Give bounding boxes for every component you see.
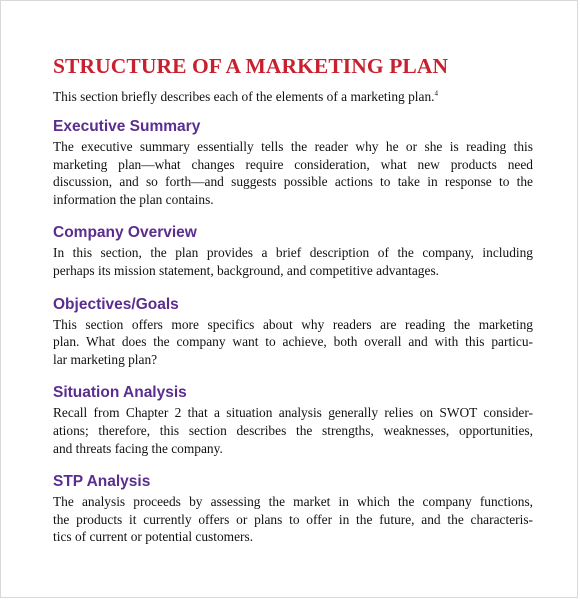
section-body [53,404,533,457]
body-line: discussion, and so forth—and suggests possible actions to take in response to the [53,174,533,190]
body-line: the products it currently offers or plans to offer in the future, and the characteris- [53,511,533,527]
body-line: plan. What does the company want to achieve, both overall and with this particu- [53,334,533,350]
section-stp-analysis [53,472,533,546]
body-line: lar marketing plan? [53,351,158,367]
document-content [53,53,533,546]
section-heading: Situation Analysis [53,384,187,402]
body-line: tics of current or potential customers. [53,529,254,545]
section-heading: STP Analysis [53,473,151,491]
section-heading: Executive Summary [53,118,201,135]
body-line: marketing plan—what changes require consideration, what new products need [53,156,533,172]
body-line: information the plan contains. [53,191,214,207]
intro-text: This section briefly describes each of the elements of a marketing plan. [53,89,435,104]
intro-paragraph [53,88,533,105]
body-line: The analysis proceeds by assessing the market in which the company functions, [53,494,533,510]
section-objectives-goals [53,295,533,369]
body-line: This section offers more specifics about why readers are reading the marketing [53,316,533,332]
body-line: and threats facing the company. [53,440,223,456]
body-line: Recall from Chapter 2 that a situation analysis generally relies on SWOT consider- [53,405,533,421]
section-body [53,316,533,369]
page-title: STRUCTURE OF A MARKETING PLAN [53,54,449,78]
section-executive-summary [53,117,533,208]
footnote-marker: 4 [434,89,438,98]
section-heading: Company Overview [53,224,197,242]
section-situation-analysis [53,383,533,457]
section-company-overview [53,223,533,279]
section-body [53,244,533,279]
body-line: The executive summary essentially tells the reader why he or she is reading this [53,139,533,154]
body-line: In this section, the plan provides a brief description of the company, including [53,245,533,261]
section-body [53,138,533,208]
body-line: perhaps its mission statement, background, and competitive advantages. [53,262,440,278]
section-heading: Objectives/Goals [53,295,179,313]
section-body [53,493,533,546]
body-line: ations; therefore, this section describes the strengths, weaknesses, opportunities, [53,422,533,438]
